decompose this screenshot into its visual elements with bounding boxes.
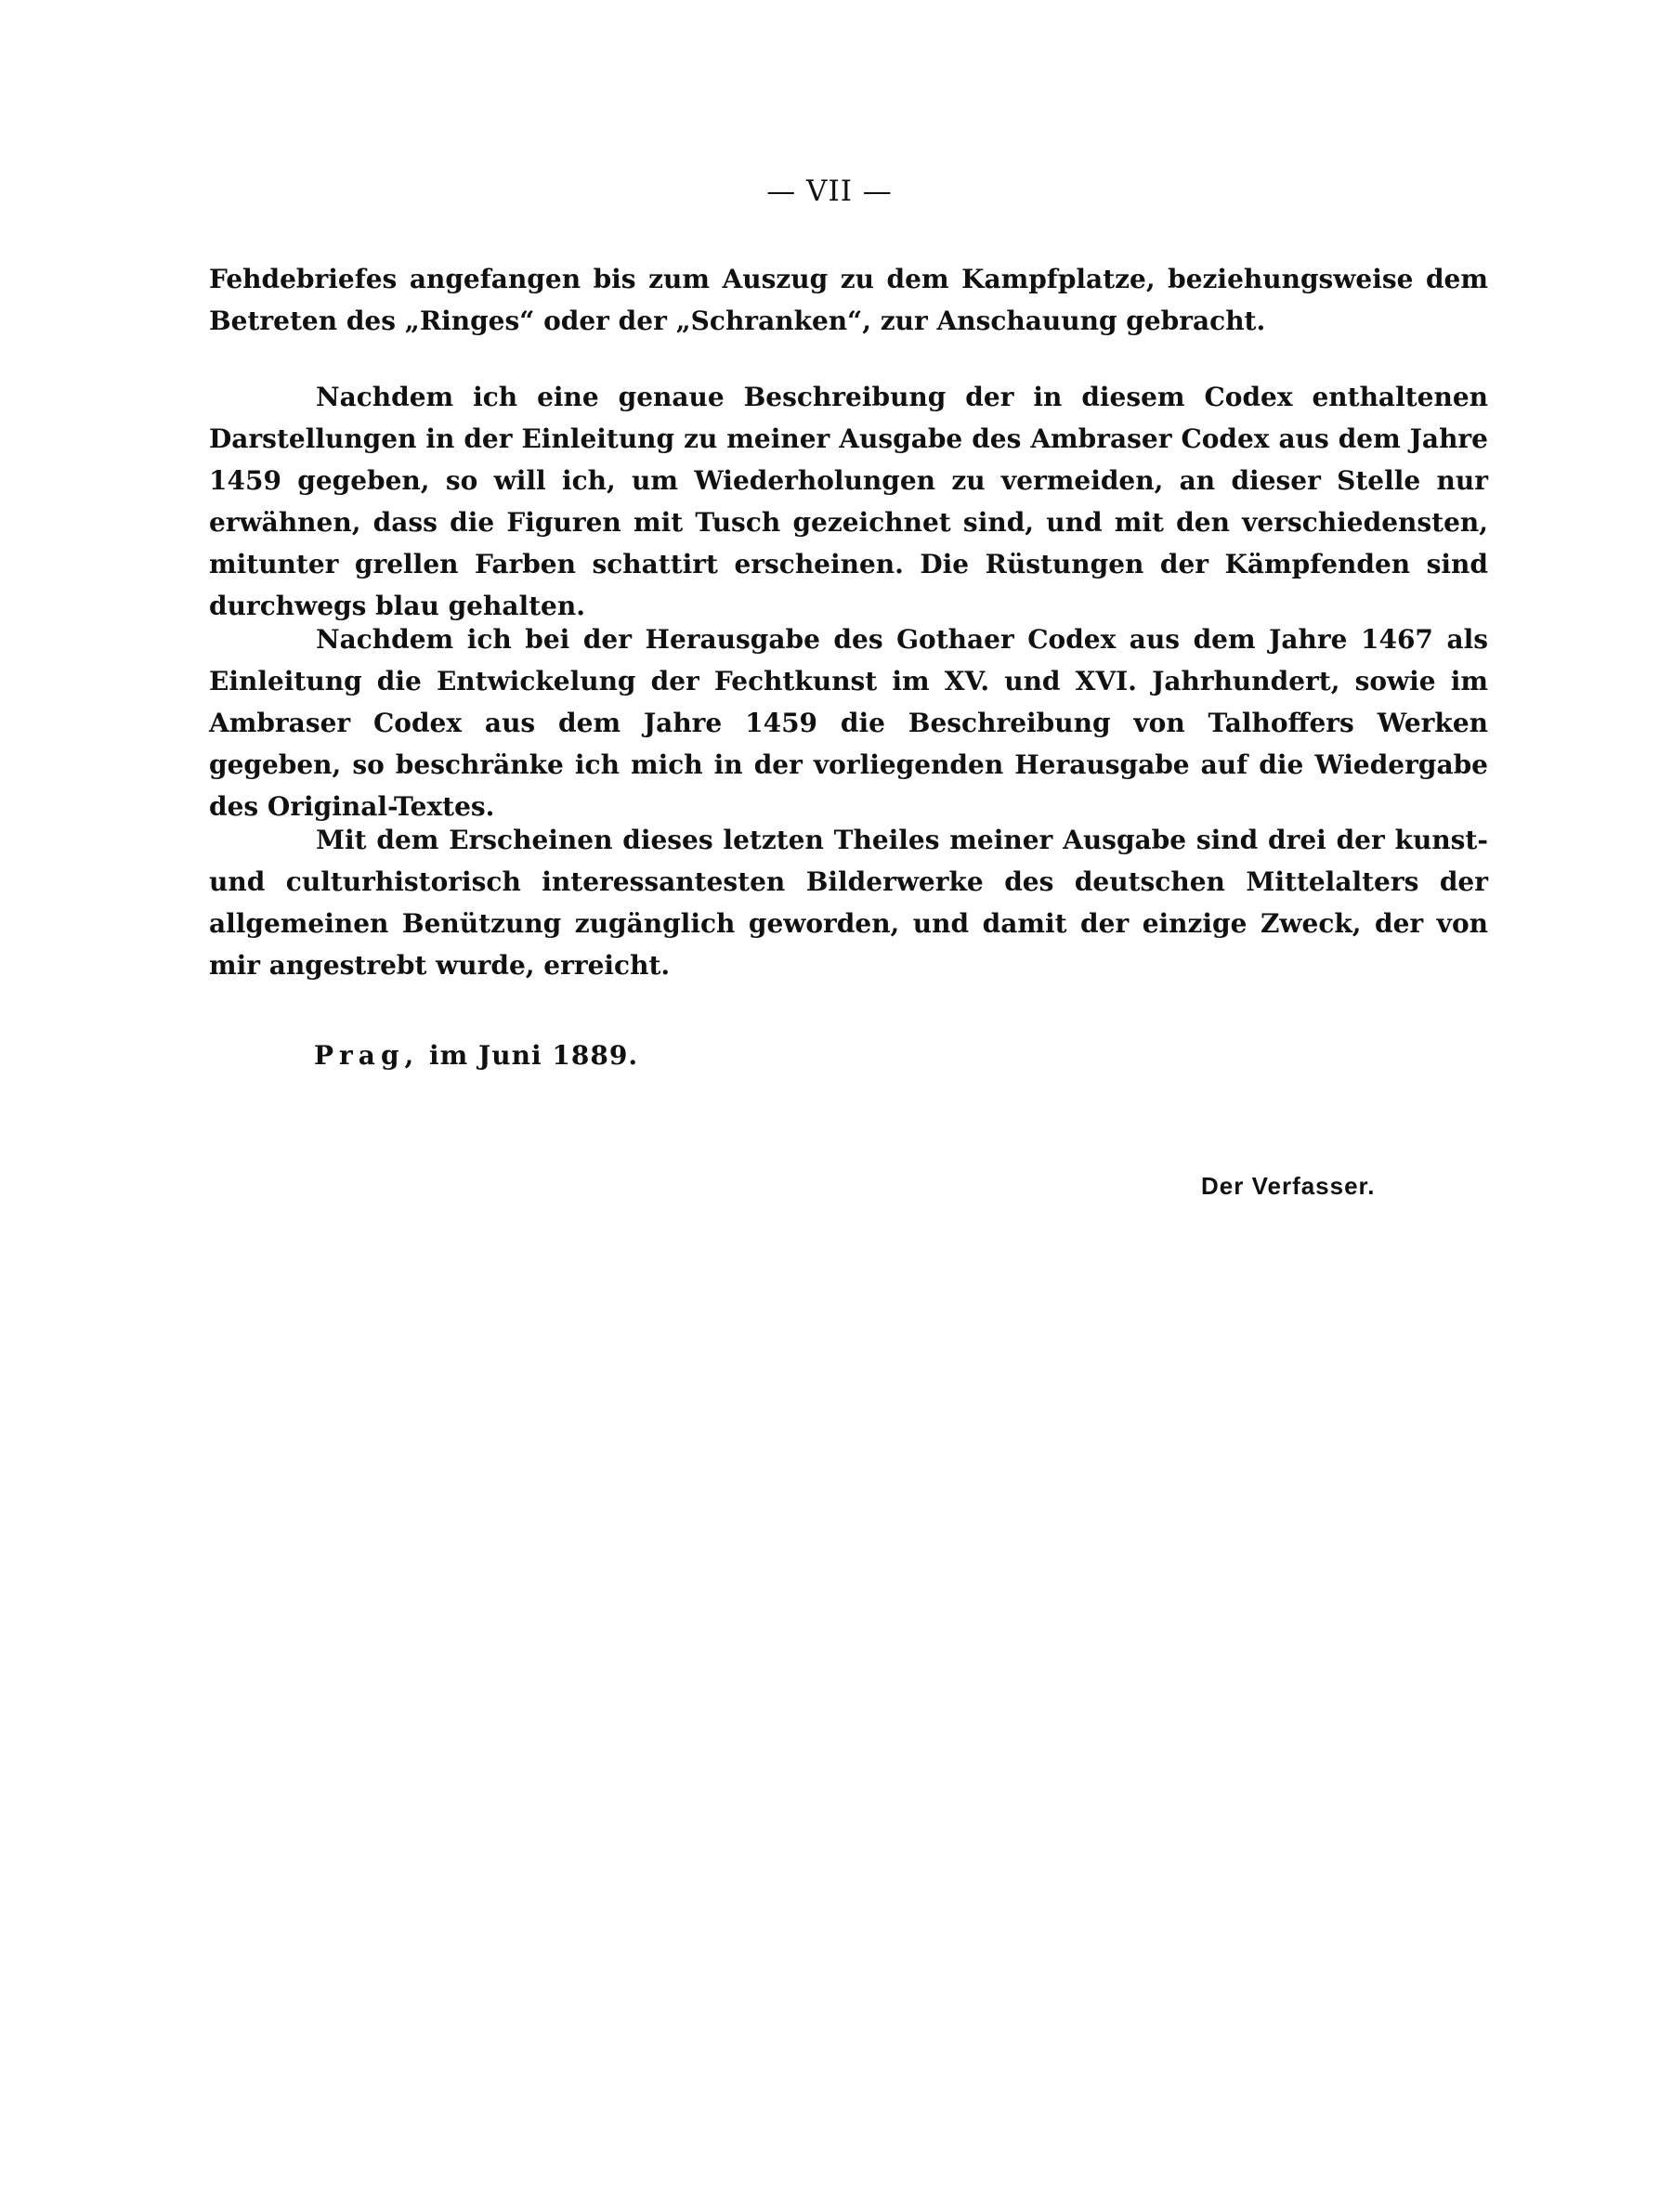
page-number: — VII — (766, 175, 893, 208)
paragraph-text: Nachdem ich eine genaue Beschreibung der in diesem Codex enthaltenen Darstellungen in der Einleitung zu meiner Ausgabe des Ambraser Codex aus dem Jahre 1459 gegeben, so will ich, um Wiederholungen zu vermeiden, an dieser Stelle nur erwähnen, dass die Figuren mit Tusch gezeichnet sind, und mit den verschiedensten, mitunter grellen Farben schattirt erscheinen. Die Rüstungen der Kämpfenden sind durchwegs blau gehalten. (209, 382, 1488, 621)
paragraph-final-part (209, 819, 1488, 986)
paragraph-continuation (209, 258, 1488, 342)
paragraph-text: Nachdem ich bei der Herausgabe des Gothaer Codex aus dem Jahre 1467 als Einleitung die Entwickelung der Fechtkunst im XV. und XVI. Jahrhundert, sowie im Ambraser Codex aus dem Jahre 1459 die Beschreibung von Talhoffers Werken gegeben, so beschränke ich mich in der vorliegenden Herausgabe auf die Wiedergabe des Original-Textes. (209, 624, 1488, 822)
paragraph-codex-description (209, 376, 1488, 627)
date: im Juni 1889. (429, 1040, 639, 1071)
author-signature: Der Verfasser. (1201, 1172, 1376, 1200)
place: Prag, (314, 1040, 420, 1071)
place-and-date (314, 1040, 638, 1071)
paragraph-text: Fehdebriefes angefangen bis zum Auszug zu dem Kampfplatze, beziehungsweise dem Betreten des „Ringes“ oder der „Schranken“, zur Anschauung gebracht. (209, 264, 1488, 336)
paragraph-text: Mit dem Erscheinen dieses letzten Theiles meiner Ausgabe sind drei der kunst- und culturhistorisch interessantesten Bilderwerke des deutschen Mittelalters der allgemeinen Benützung zugänglich geworden, und damit der einzige Zweck, der von mir angestrebt wurde, erreicht. (209, 825, 1488, 981)
paragraph-gothaer-codex (209, 618, 1488, 827)
